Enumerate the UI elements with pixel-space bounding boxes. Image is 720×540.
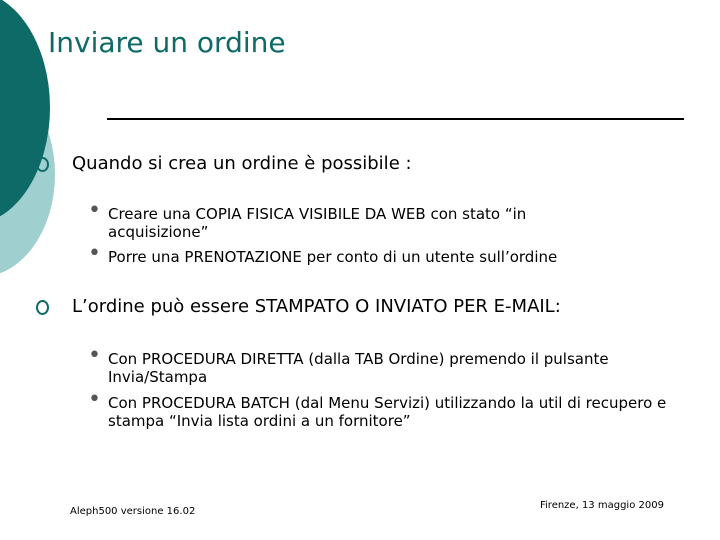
circle-bullet-icon <box>36 157 49 172</box>
section-1-heading: Quando si crea un ordine è possibile : <box>72 153 412 174</box>
dot-bullet-icon: • <box>88 241 101 266</box>
section-1-item-1-text: Creare una COPIA FISICA VISIBILE DA WEB con stato “in acquisizione” <box>108 205 527 241</box>
dot-bullet-icon: • <box>88 198 101 223</box>
footer-version: Aleph500 versione 16.02 <box>70 506 196 517</box>
section-2-item-2-text: Con PROCEDURA BATCH (dal Menu Servizi) utilizzando la util di recupero e stampa “Invia lista ordini a un fornitore” <box>108 394 667 430</box>
dot-bullet-icon: • <box>88 343 101 368</box>
circle-bullet-icon <box>36 300 49 315</box>
section-2-heading: L’ordine può essere STAMPATO O INVIATO PER E-MAIL: <box>72 296 561 317</box>
slide-title: Inviare un ordine <box>48 26 286 59</box>
title-divider <box>107 118 684 120</box>
section-1-item-2-text: Porre una PRENOTAZIONE per conto di un utente sull’ordine <box>108 248 558 266</box>
dot-bullet-icon: • <box>88 387 101 412</box>
footer-date: Firenze, 13 maggio 2009 <box>540 500 664 511</box>
section-2-item-1-text: Con PROCEDURA DIRETTA (dalla TAB Ordine) premendo il pulsante Invia/Stampa <box>108 350 609 386</box>
